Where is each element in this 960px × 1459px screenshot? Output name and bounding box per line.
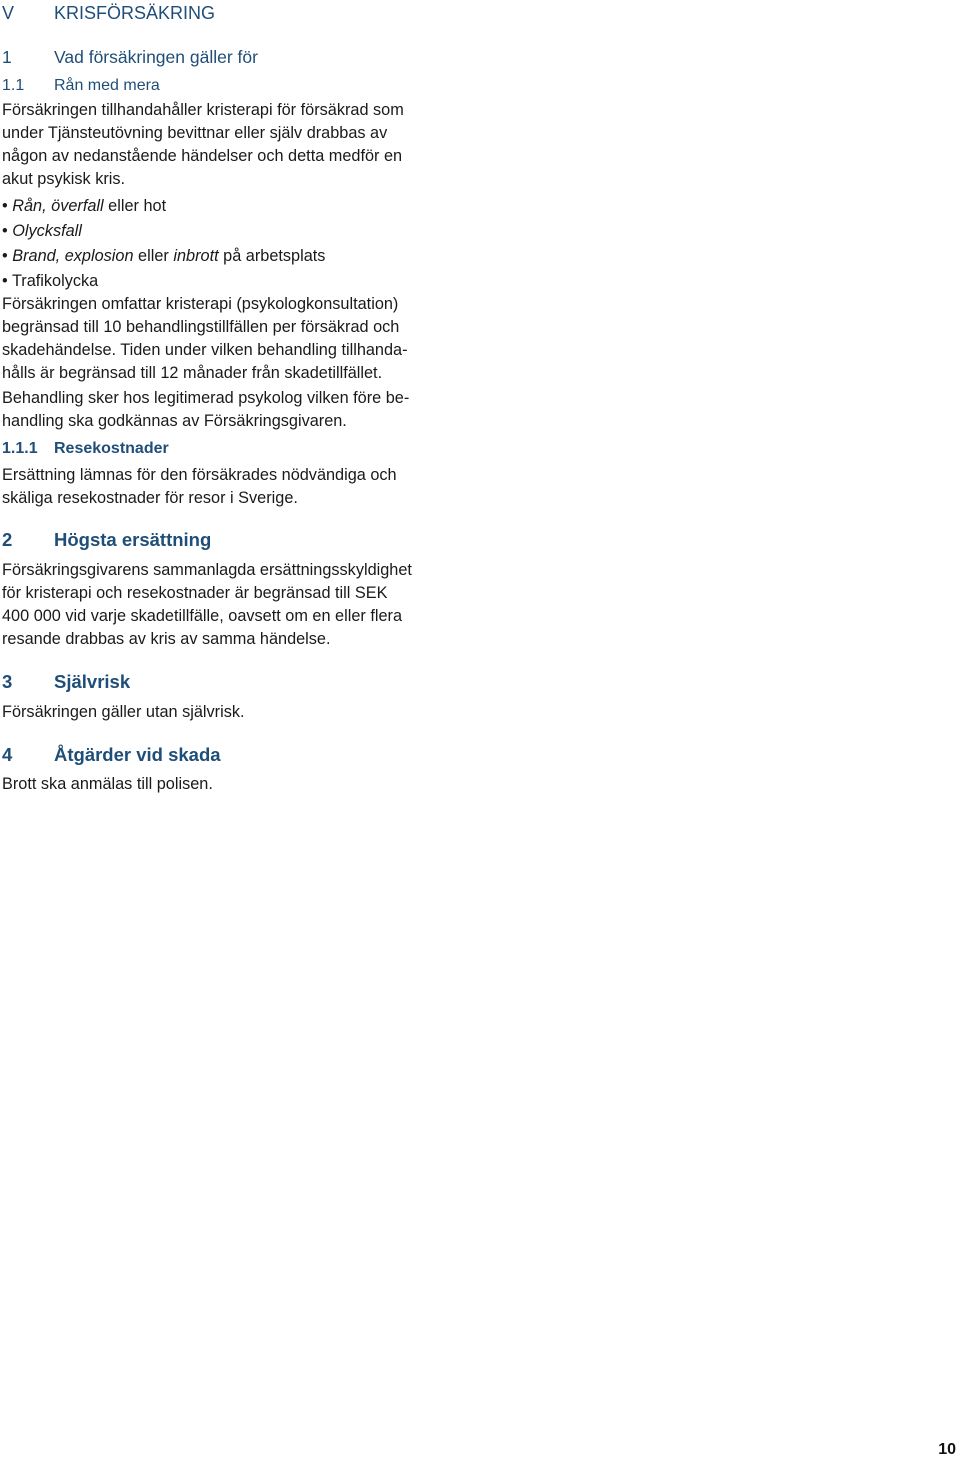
section-2-paragraph: [2, 559, 412, 651]
text-line: Försäkringsgivarens sammanlagda ersättningsskyldighet: [2, 561, 412, 579]
section-1-1-1-heading: [2, 440, 169, 458]
section-4-paragraph: [2, 773, 213, 796]
text-line: Ersättning lämnas för den försäkrades nödvändiga och: [2, 466, 397, 484]
bullet-marker: •: [2, 197, 8, 215]
section-1-title: Vad försäkringen gäller för: [54, 47, 258, 67]
section-1-1-paragraph: [2, 99, 404, 191]
text-line: Försäkringen omfattar kristerapi (psykologkonsultation): [2, 295, 399, 313]
text-line: skadehändelse. Tiden under vilken behandling tillhanda-: [2, 341, 408, 359]
section-4-number: 4: [2, 744, 13, 765]
bullet-text: på arbetsplats: [218, 247, 326, 265]
section-3-number: 3: [2, 671, 13, 692]
bullet-item: [2, 270, 325, 295]
text-line: under Tjänsteutövning bevittnar eller själv drabbas av: [2, 124, 388, 142]
page-number: 10: [938, 1441, 956, 1458]
text-line: 400 000 vid varje skadetillfälle, oavsett om en eller flera: [2, 607, 403, 625]
main-heading-title: KRISFÖRSÄKRING: [54, 3, 216, 23]
section-1-1-number: 1.1: [2, 77, 25, 94]
section-1-1-1-paragraph: [2, 464, 397, 510]
bullet-italic-text: Rån, överfall: [12, 197, 104, 215]
text-line: någon av nedanstående händelser och detta medför en: [2, 147, 403, 165]
section-1-heading: [2, 47, 258, 68]
bullet-item: [2, 245, 325, 270]
bullet-item: [2, 195, 325, 220]
bullet-item: [2, 220, 325, 245]
text-line: skäliga resekostnader för resor i Sverige.: [2, 489, 298, 507]
text-line: Behandling sker hos legitimerad psykolog vilken före be-: [2, 389, 410, 407]
section-1-1-title: Rån med mera: [54, 77, 160, 94]
text-line: hålls är begränsad till 12 månader från skadetillfället.: [2, 364, 383, 382]
text-line: Försäkringen gäller utan självrisk.: [2, 703, 245, 721]
main-heading-number: V: [2, 3, 15, 23]
bullet-text: eller: [133, 247, 174, 265]
bullet-italic-text: Brand, explosion: [12, 247, 134, 265]
section-1-number: 1: [2, 47, 12, 67]
main-heading: [2, 3, 215, 24]
bullet-text: eller hot: [103, 197, 167, 215]
text-line: för kristerapi och resekostnader är begränsad till SEK: [2, 584, 388, 602]
bullet-marker: •: [2, 222, 8, 240]
text-line: begränsad till 10 behandlingstillfällen per försäkrad och: [2, 318, 400, 336]
section-3-title: Självrisk: [54, 671, 131, 692]
bullet-marker: •: [2, 247, 8, 265]
section-2-heading: [2, 529, 211, 551]
text-line: Försäkringen tillhandahåller kristerapi för försäkrad som: [2, 101, 404, 119]
bullet-italic-text: Olycksfall: [12, 222, 82, 240]
section-1-1-1-number: 1.1.1: [2, 440, 38, 457]
section-1-1-heading: [2, 77, 160, 95]
section-1-1-paragraph-2: [2, 293, 409, 433]
section-3-heading: [2, 671, 130, 693]
text-line: Brott ska anmälas till polisen.: [2, 775, 213, 793]
text-line: akut psykisk kris.: [2, 170, 126, 188]
bullet-italic-text: inbrott: [173, 247, 219, 265]
section-3-paragraph: [2, 701, 245, 724]
bullet-marker: •: [2, 272, 8, 290]
section-2-title: Högsta ersättning: [54, 529, 212, 550]
section-4-heading: [2, 744, 221, 766]
bullet-list: [2, 195, 325, 295]
text-line: resande drabbas av kris av samma händelse.: [2, 630, 331, 648]
bullet-text: Trafikolycka: [11, 272, 99, 290]
text-line: handling ska godkännas av Försäkringsgivaren.: [2, 412, 347, 430]
section-4-title: Åtgärder vid skada: [54, 744, 221, 765]
section-2-number: 2: [2, 529, 13, 550]
section-1-1-1-title: Resekostnader: [54, 440, 169, 457]
